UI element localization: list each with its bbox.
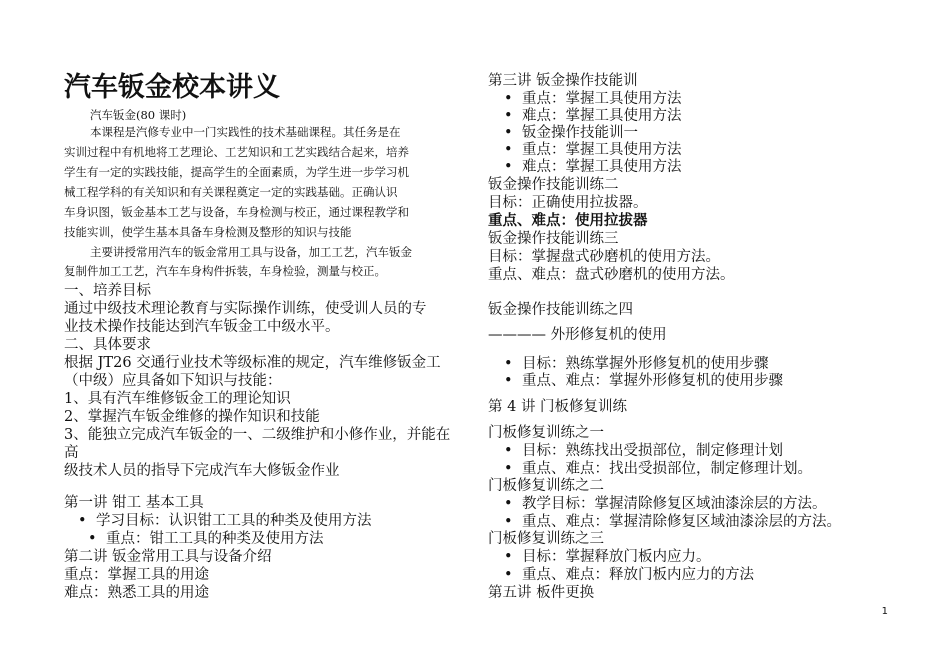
- intro-line: 学生有一定的实践技能，提高学生的全面素质，为学生进一步学习机: [64, 165, 409, 179]
- text-line: （中级）应具备如下知识与技能：: [64, 373, 282, 389]
- bullet-item: • 目标：熟练掌握外形修复机的使用步骤: [502, 355, 769, 373]
- bullet-item: • 教学目标：掌握清除修复区域油漆涂层的方法。: [502, 495, 827, 513]
- intro-line: 实训过程中有机地将工艺理论、工艺知识和工艺实践结合起来，培养: [64, 145, 409, 159]
- bullet-item: • 难点：掌握工具使用方法: [502, 107, 682, 125]
- intro-line: 主要讲授常用汽车的钣金常用工具与设备，加工工艺，汽车钣金: [90, 245, 412, 259]
- bold-line: 重点、难点：使用拉拔器: [488, 213, 648, 229]
- bullet-item: • 难点：掌握工具使用方法: [502, 158, 682, 176]
- section-heading: 二、具体要求: [64, 337, 151, 353]
- intro-line: 技能实训，使学生基本具备车身检测及整形的知识与技能: [64, 225, 352, 239]
- intro-line: 本课程是汽修专业中一门实践性的技术基础课程。其任务是在: [90, 125, 401, 139]
- text-line: 通过中级技术理论教育与实际操作训练，使受训人员的专: [64, 301, 427, 317]
- lecture-heading: 第 4 讲 门板修复训练: [488, 399, 628, 415]
- text-line: 2、掌握汽车钣金维修的操作知识和技能: [64, 409, 320, 425]
- bullet-item: • 重点：钳工工具的种类及使用方法: [76, 530, 324, 548]
- text-line: 钣金操作技能训练之四: [488, 302, 633, 318]
- text-line: ———— 外形修复机的使用: [488, 327, 667, 343]
- document-title: 汽车钣金校本讲义: [64, 72, 280, 103]
- bullet-item: • 重点：掌握工具使用方法: [502, 90, 682, 108]
- text-line: 重点、难点：盘式砂磨机的使用方法。: [488, 267, 735, 283]
- text-line: 钣金操作技能训练二: [488, 177, 619, 193]
- bullet-item: • 重点、难点：掌握外形修复机的使用步骤: [502, 372, 783, 390]
- text-line: 门板修复训练之三: [488, 531, 604, 547]
- text-line: 业技术操作技能达到汽车钣金工中级水平。: [64, 319, 340, 335]
- intro-line: 械工程学科的有关知识和有关课程奠定一定的实践基础。正确认识: [64, 185, 398, 199]
- bullet-item: • 目标：熟练找出受损部位，制定修理计划: [502, 442, 783, 460]
- lecture-heading: 第一讲 钳工 基本工具: [64, 495, 204, 511]
- course-subtitle: 汽车钣金(80 课时): [90, 108, 187, 122]
- text-line: 重点：掌握工具的用途: [64, 567, 209, 583]
- text-line: 目标：掌握盘式砂磨机的使用方法。: [488, 249, 720, 265]
- text-line: 门板修复训练之二: [488, 478, 604, 494]
- text-line: 级技术人员的指导下完成汽车大修钣金作业: [64, 463, 340, 479]
- text-line: 钣金操作技能训练三: [488, 231, 619, 247]
- bullet-item: • 重点：掌握工具使用方法: [502, 141, 682, 159]
- text-line: 门板修复训练之一: [488, 425, 604, 441]
- bullet-item: • 目标：掌握释放门板内应力。: [502, 548, 711, 566]
- text-line: 1、具有汽车维修钣金工的理论知识: [64, 391, 291, 407]
- section-heading: 一、培养目标: [64, 283, 151, 299]
- lecture-heading: 第三讲 钣金操作技能训: [488, 73, 638, 89]
- bullet-item: • 重点、难点：找出受损部位，制定修理计划。: [502, 460, 812, 478]
- text-line: 高: [64, 445, 79, 461]
- text-line: 难点：熟悉工具的用途: [64, 585, 209, 601]
- bullet-item: • 重点、难点：掌握清除修复区域油漆涂层的方法。: [502, 513, 841, 531]
- intro-line: 车身识图，钣金基本工艺与设备，车身检测与校正，通过课程教学和: [64, 205, 409, 219]
- bullet-item: • 重点、难点：释放门板内应力的方法: [502, 566, 754, 584]
- text-line: 目标：正确使用拉拔器。: [488, 195, 648, 211]
- lecture-heading: 第五讲 板件更换: [488, 585, 595, 601]
- page-number: 1: [881, 606, 888, 617]
- text-line: 3、能独立完成汽车钣金的一、二级维护和小修作业，并能在: [64, 427, 451, 443]
- intro-line: 复制件加工工艺，汽车车身构件拆装，车身检验，测量与校正。: [64, 264, 386, 278]
- bullet-item: • 钣金操作技能训一: [502, 124, 638, 142]
- text-line: 根据 JT26 交通行业技术等级标准的规定，汽车维修钣金工: [64, 355, 441, 371]
- bullet-item: • 学习目标：认识钳工工具的种类及使用方法: [76, 512, 372, 530]
- lecture-heading: 第二讲 钣金常用工具与设备介绍: [64, 549, 272, 565]
